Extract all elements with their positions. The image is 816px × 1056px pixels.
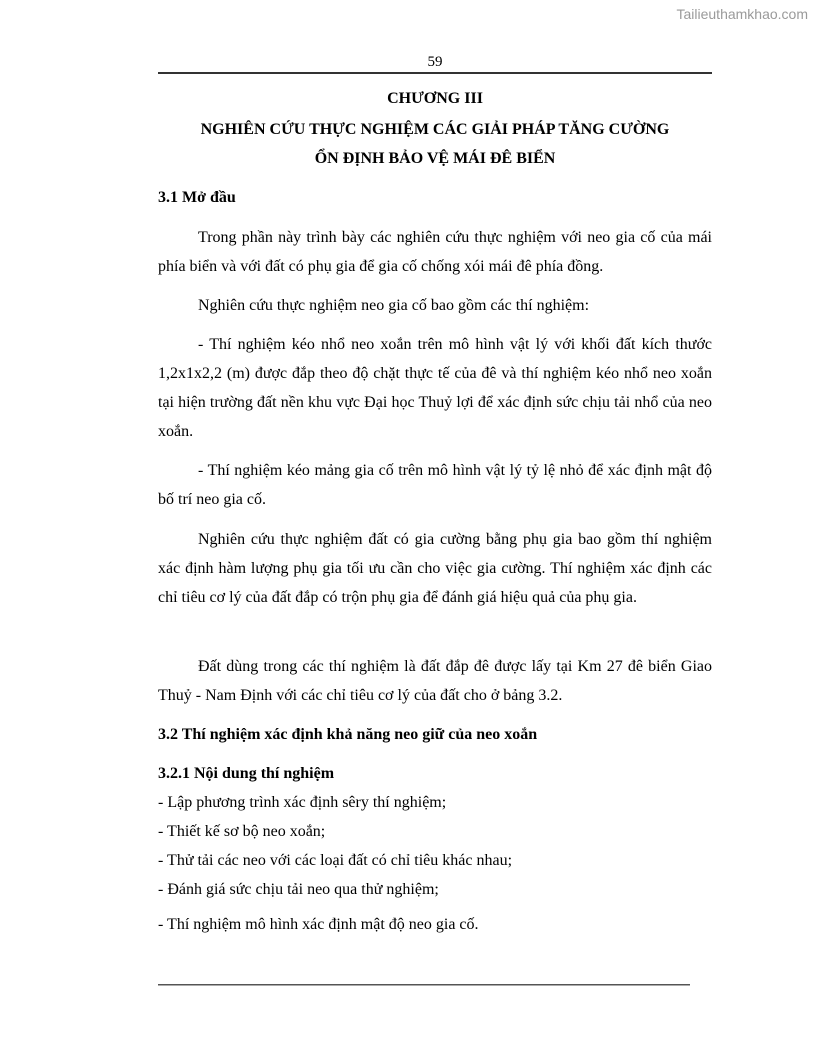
list-item: - Thí nghiệm mô hình xác định mật độ neo gia cố.	[158, 916, 479, 933]
section-heading-3-1: 3.1 Mở đầu	[158, 189, 236, 206]
watermark: Tailieuthamkhao.com	[676, 6, 808, 22]
section-heading-3-2-1: 3.2.1 Nội dung thí nghiệm	[158, 765, 335, 782]
chapter-title-line2: ỔN ĐỊNH BẢO VỆ MÁI ĐÊ BIỂN	[314, 150, 556, 167]
header-rule	[158, 72, 712, 74]
paragraph: - Thí nghiệm kéo nhổ neo xoắn trên mô hình vật lý với khối đất kích thước 1,2x1x2,2 (m) được đắp theo độ chặt thực tế của đê và thí nghiệm kéo nhổ neo xoắn tại hiện trường đất nền khu vực Đại học Thuỷ lợi để xác định sức chịu tải nhổ của neo xoắn.	[158, 336, 712, 440]
page-number: 59	[427, 54, 443, 70]
list-item: - Thiết kế sơ bộ neo xoắn;	[158, 823, 326, 840]
paragraph: Đất dùng trong các thí nghiệm là đất đắp đê được lấy tại Km 27 đê biển Giao Thuỷ - Nam Định với các chỉ tiêu cơ lý của đất cho ở bảng 3.2.	[158, 658, 712, 704]
paragraph: Nghiên cứu thực nghiệm neo gia cố bao gồm các thí nghiệm:	[198, 297, 590, 314]
list-item: - Lập phương trình xác định sêry thí nghiệm;	[158, 794, 447, 811]
chapter-label: CHƯƠNG III	[387, 90, 483, 107]
paragraph: Nghiên cứu thực nghiệm đất có gia cường bằng phụ gia bao gồm thí nghiệm xác định hàm lượng phụ gia tối ưu cần cho việc gia cường. Thí nghiệm xác định các chỉ tiêu cơ lý của đất đắp có trộn phụ gia để đánh giá hiệu quả của phụ gia.	[158, 531, 712, 606]
chapter-title-line1: NGHIÊN CỨU THỰC NGHIỆM CÁC GIẢI PHÁP TĂNG CƯỜNG	[200, 121, 670, 138]
paragraph: - Thí nghiệm kéo mảng gia cố trên mô hình vật lý tỷ lệ nhỏ để xác định mật độ bố trí neo gia cố.	[158, 462, 712, 508]
list-item: - Thử tải các neo với các loại đất có chỉ tiêu khác nhau;	[158, 852, 513, 869]
list-item: - Đánh giá sức chịu tải neo qua thử nghiệm;	[158, 881, 439, 898]
footer-rule	[158, 984, 690, 986]
paragraph: Trong phần này trình bày các nghiên cứu thực nghiệm với neo gia cố của mái phía biển và với đất có phụ gia để gia cố chống xói mái đê phía đồng.	[158, 229, 712, 275]
section-heading-3-2: 3.2 Thí nghiệm xác định khả năng neo giữ của neo xoắn	[158, 726, 538, 743]
